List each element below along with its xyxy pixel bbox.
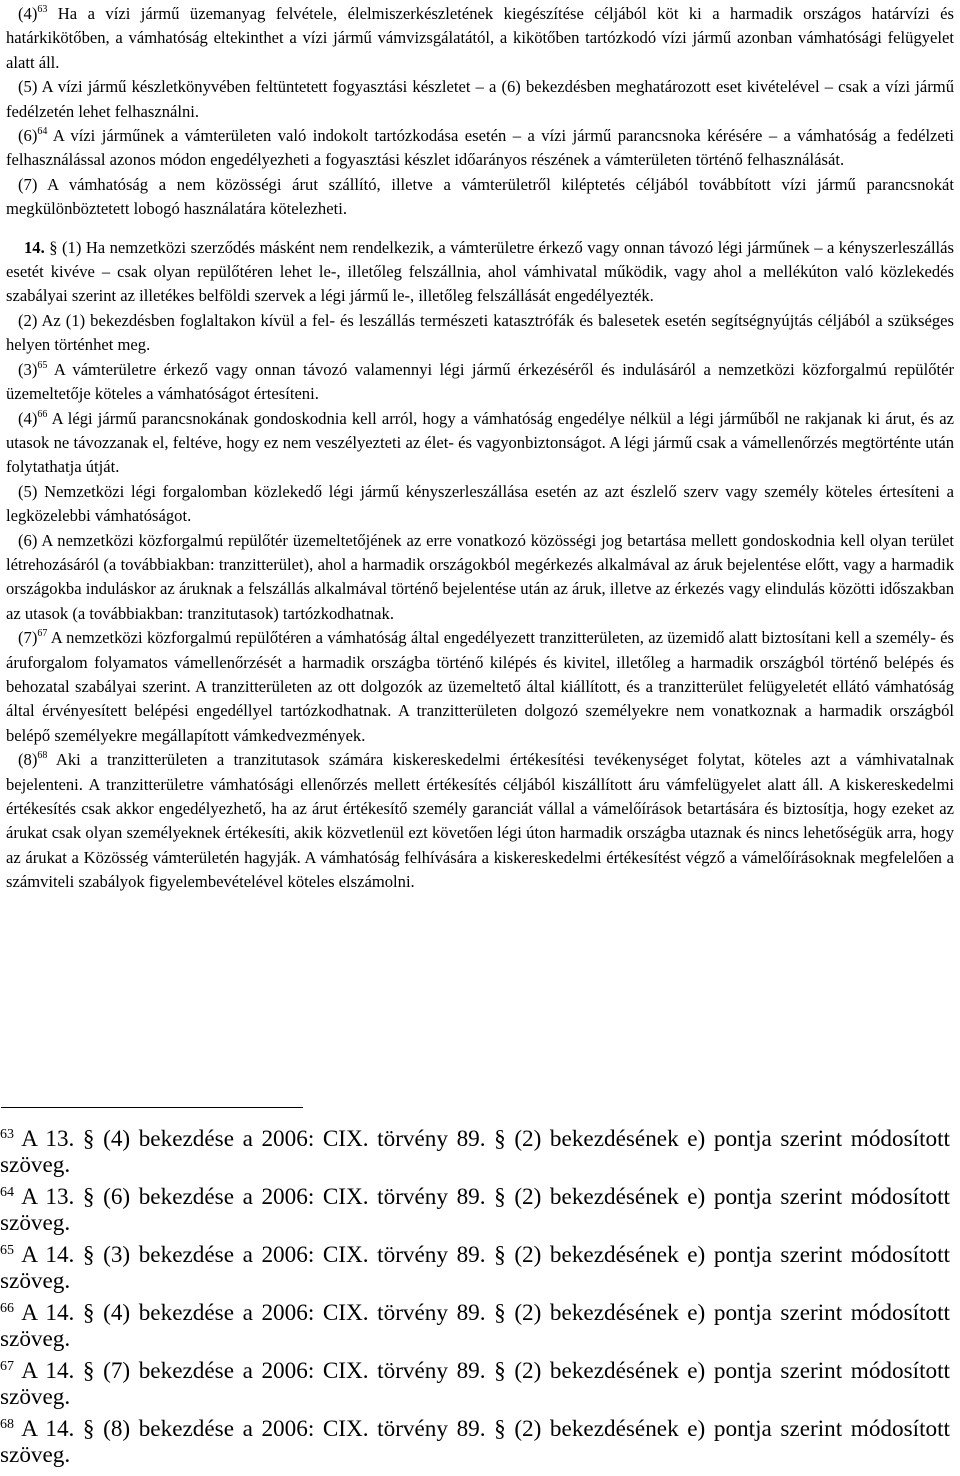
- paragraph-text: A vízi járműnek a vámterületen való indokolt tartózkodása esetén – a vízi jármű parancsnoka kérésére – a vámhatóság a fedélzeti felhasználással azonos módon engedélyezheti a fogyasztási készlet időarányos részének a vámterületen történő felhasználását.: [6, 126, 954, 170]
- paragraph-text: Aki a tranzitterületen a tranzitutasok számára kiskereskedelmi értékesítési tevékenységet folytat, köteles azt a vámhivatalnak bejelenteni. A tranzitterületre vámhatósági ellenőrzés mellett értékesítés céljából kiszállított áru vámfelügyelet alatt áll. A kiskereskedelmi értékesítés csak akkor engedélyezhető, ha az árut értékesítő személy garanciát vállal a vámelőírások betartására és biztosítja, hogy ezeket az árukat csak olyan személyeknek értékesíti, akik közvetlenül ezt követően légi úton harmadik országba utaznak és nincs lehetőségük arra, hogy az árukat a Közösség vámterületén hagyják. A vámhatóság felhívására a kiskereskedelmi értékesítést végző a vámelőírásoknak megfelelően a számviteli szabályok figyelembevételével köteles elszámolni.: [6, 750, 954, 892]
- document-body: [6, 2, 954, 895]
- footnote-number: 63: [0, 1127, 14, 1142]
- paragraph-number: § (1): [44, 237, 82, 257]
- footnote-63: [0, 1126, 950, 1184]
- footnote-text: A 13. § (4) bekezdése a 2006: CIX. törvény 89. § (2) bekezdésének e) pontja szerint módosított szöveg.: [0, 1126, 950, 1178]
- paragraph-text: Az (1) bekezdésben foglaltakon kívül a fel- és leszállás természeti katasztrófák és balesetek esetén segítségnyújtás céljából a szükséges helyen történhet meg.: [6, 310, 954, 355]
- footnote-ref[interactable]: 65: [37, 359, 48, 371]
- footnote-separator: [1, 1107, 303, 1108]
- paragraph-14-8: [6, 748, 954, 894]
- footnote-ref[interactable]: 64: [37, 126, 48, 138]
- paragraph-text: Nemzetközi légi forgalomban közlekedő légi jármű kényszerleszállása esetén az azt észlelő szerv vagy személy köteles értesíteni a legközelebbi vámhatóságot.: [6, 481, 954, 526]
- footnote-ref[interactable]: 63: [37, 4, 48, 15]
- footnote-ref[interactable]: 68: [37, 750, 48, 762]
- footnotes-section: [0, 1107, 950, 1474]
- paragraph-text: A vámhatóság a nem közösségi árut szállító, illetve a vámterületről kiléptetés céljából továbbított vízi jármű parancsnokát megkülönböztetett lobogó használatára kötelezheti.: [6, 174, 954, 219]
- paragraph-text: A légi jármű parancsnokának gondoskodnia kell arról, hogy a vámhatóság engedélye nélkül a légi járműből ne rakjanak ki árut, és az utasok ne távozzanak el, feltéve, hogy ez nem veszélyezteti az élet- és vagyonbiztonságot. A légi jármű csak a vámellenőrzés megtörténte után folytathatja útját.: [6, 408, 954, 477]
- paragraph-number: (3): [18, 359, 38, 379]
- paragraph-14-7: [6, 626, 954, 748]
- paragraph-14-5: [6, 480, 954, 529]
- footnote-number: 65: [0, 1243, 14, 1258]
- paragraph-text: Ha nemzetközi szerződés másként nem rendelkezik, a vámterületre érkező vagy onnan távozó légi járműnek – a kényszerleszállás esetét kivéve – csak olyan repülőtéren lehet le-, illetőleg felszállnia, ahol vámhivatal működik, vagy ahol a mellékúton való közlekedés szabályai szerint az illetékes belföldi szervek a légi jármű le-, illetőleg felszállását engedélyezték.: [6, 237, 954, 306]
- footnote-65: [0, 1242, 950, 1300]
- footnote-ref[interactable]: 67: [37, 628, 48, 640]
- footnote-number: 66: [0, 1301, 14, 1316]
- paragraph-14-3: [6, 358, 954, 407]
- footnote-number: 67: [0, 1359, 14, 1374]
- paragraph-number: (5): [18, 77, 38, 97]
- paragraph-text: A nemzetközi közforgalmú repülőtéren a vámhatóság által engedélyezett tranzitterületen, az üzemidő alatt biztosítani kell a személy- és áruforgalom folyamatos vámellenőrzését a harmadik országba történő kilépés és kivitel, illetőleg a harmadik országból történő belépés és behozatal szabályai szerint. A tranzitterületen az ott dolgozók az üzemeltető által kiállított, és a tranzitterület felügyeletét ellátó vámhatóság által érvényesített belépési engedéllyel tartózkodhatnak. A tranzitterületen dolgozó személyekre nem vonatkoznak a harmadik országból belépő személyekre megállapított vámkedvezmények.: [6, 628, 954, 745]
- paragraph-number: (6): [18, 530, 38, 550]
- paragraph-14-2: [6, 309, 954, 358]
- footnote-ref[interactable]: 66: [37, 408, 48, 420]
- paragraph-number: (7): [18, 174, 38, 194]
- paragraph-text: A vízi jármű készletkönyvében feltüntetett fogyasztási készletet – a (6) bekezdésben meghatározott eset kivételével – csak a vízi jármű fedélzetén lehet felhasználni.: [6, 77, 954, 121]
- footnote-text: A 14. § (7) bekezdése a 2006: CIX. törvény 89. § (2) bekezdésének e) pontja szerint módosított szöveg.: [0, 1358, 950, 1410]
- footnote-number: 68: [0, 1417, 14, 1432]
- footnote-68: [0, 1416, 950, 1474]
- paragraph-number: (6): [18, 126, 38, 146]
- paragraph-number: (2): [18, 310, 38, 330]
- paragraph-number: (4): [18, 408, 38, 428]
- document-page: [6, 0, 954, 895]
- paragraph-13-4: [6, 2, 954, 75]
- paragraph-number: (7): [18, 628, 38, 648]
- footnote-text: A 13. § (6) bekezdése a 2006: CIX. törvény 89. § (2) bekezdésének e) pontja szerint módosított szöveg.: [0, 1184, 950, 1236]
- paragraph-14-4: [6, 407, 954, 480]
- footnote-text: A 14. § (8) bekezdése a 2006: CIX. törvény 89. § (2) bekezdésének e) pontja szerint módosított szöveg.: [0, 1416, 950, 1468]
- footnote-64: [0, 1184, 950, 1242]
- paragraph-number: (4): [18, 4, 38, 23]
- paragraph-14-1: [6, 236, 954, 309]
- paragraph-number: (5): [18, 481, 38, 501]
- paragraph-13-5: [6, 75, 954, 124]
- footnote-number: 64: [0, 1185, 14, 1200]
- paragraph-13-7: [6, 173, 954, 222]
- paragraph-13-6: [6, 124, 954, 173]
- paragraph-text: Ha a vízi jármű üzemanyag felvétele, élelmiszerkészletének kiegészítése céljából köt ki a harmadik országos határvízi és határkikötőben, a vámhatóság eltekinthet a vízi jármű vámvizsgálatától, a kikötőben tartózkodó vízi jármű azonban vámhatósági felügyelet alatt áll.: [6, 4, 954, 72]
- footnote-text: A 14. § (4) bekezdése a 2006: CIX. törvény 89. § (2) bekezdésének e) pontja szerint módosított szöveg.: [0, 1300, 950, 1352]
- paragraph-number: (8): [18, 750, 38, 770]
- footnote-67: [0, 1358, 950, 1416]
- paragraph-text: A vámterületre érkező vagy onnan távozó valamennyi légi jármű érkezéséről és indulásáról a nemzetközi közforgalmú repülőtér üzemeltetője köteles a vámhatóságot értesíteni.: [6, 359, 954, 404]
- footnote-66: [0, 1300, 950, 1358]
- paragraph-text: A nemzetközi közforgalmú repülőtér üzemeltetőjének az erre vonatkozó közösségi jog betartása mellett gondoskodnia kell olyan terület létrehozásáról (a továbbiakban: tranzitterület), ahol a harmadik országokból megérkezés alkalmával az áruk bejelentése előtt, vagy a harmadik országokba induláskor az áruknak a felszállás alkalmával történő bejelentése után az áruk, illetve az érkezés vagy elindulás közötti időszakban az utasok (a továbbiakban: tranzitutasok) tartózkodhatnak.: [6, 530, 954, 623]
- section-number: 14.: [24, 237, 45, 257]
- footnote-text: A 14. § (3) bekezdése a 2006: CIX. törvény 89. § (2) bekezdésének e) pontja szerint módosított szöveg.: [0, 1242, 950, 1294]
- paragraph-14-6: [6, 529, 954, 627]
